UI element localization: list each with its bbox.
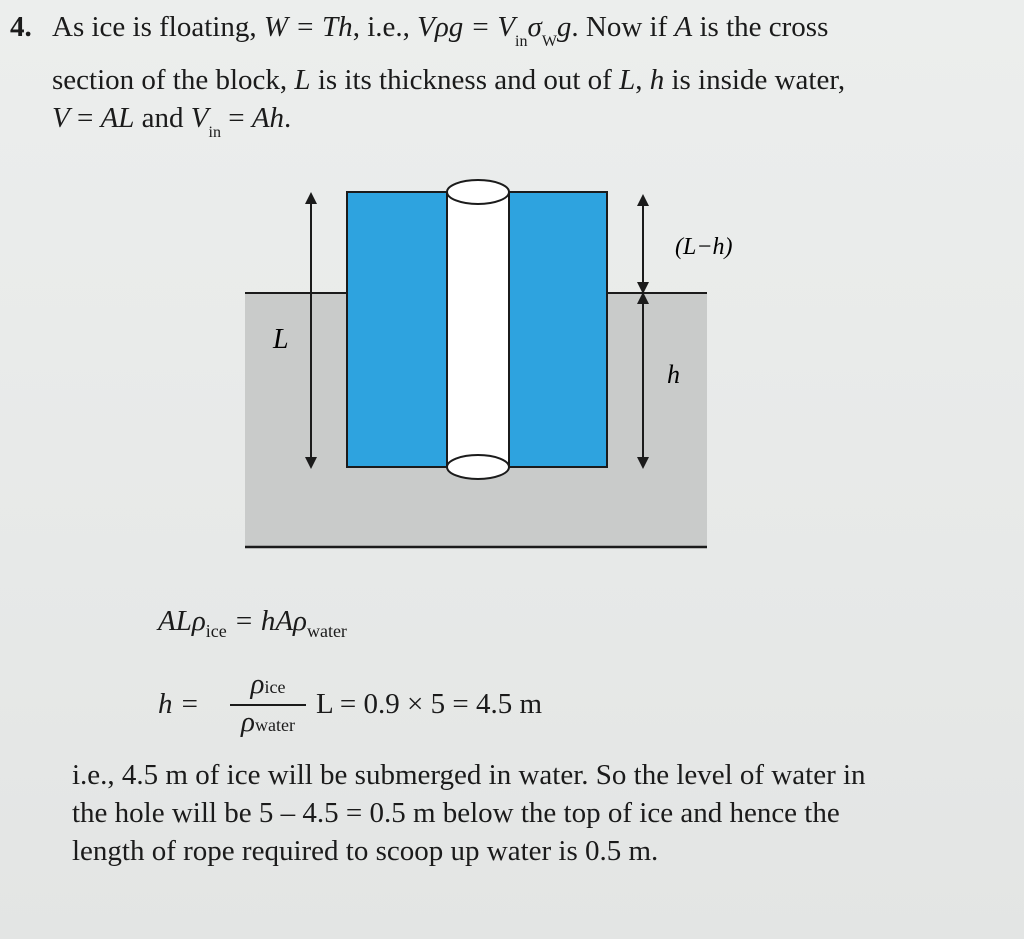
- hole: [447, 192, 509, 467]
- problem-line-1: [10, 8, 1000, 61]
- text: section of the block,: [52, 64, 295, 96]
- hole-bottom: [447, 455, 509, 479]
- text: is the cross: [692, 11, 829, 43]
- conclusion-line: the hole will be 5 – 4.5 = 0.5 m below the top of ice and hence the: [72, 797, 840, 829]
- eq2-rhs: L = 0.9 × 5 = 4.5 m: [316, 688, 543, 720]
- subscript: in: [208, 124, 221, 141]
- rho: ρ: [250, 668, 265, 700]
- text: .: [284, 102, 292, 134]
- conclusion-line: length of rope required to scoop up water is 0.5 m.: [72, 835, 659, 867]
- problem-number: 4.: [10, 11, 32, 43]
- var: h: [649, 64, 665, 96]
- label-L-minus-h: (L−h): [675, 234, 733, 260]
- equation-inline: W = Th: [263, 11, 353, 43]
- var: V: [52, 102, 70, 134]
- var: L: [619, 64, 636, 96]
- var: L: [294, 64, 311, 96]
- text: . Now if: [571, 11, 675, 43]
- text: , i.e.,: [352, 11, 418, 43]
- text: is its thickness and out of: [310, 64, 620, 96]
- text: ,: [635, 64, 650, 96]
- equation-inline: g: [556, 11, 572, 43]
- label-L: L: [273, 324, 289, 355]
- fraction-denominator: [228, 706, 308, 739]
- subscript: ice: [264, 677, 286, 697]
- var: V: [190, 102, 209, 134]
- density-fraction: [228, 668, 308, 739]
- floating-ice-diagram: [245, 178, 733, 558]
- eq2-lhs: [158, 688, 199, 721]
- subscript: in: [515, 33, 528, 50]
- text: =: [69, 102, 101, 134]
- text: is inside water,: [664, 64, 846, 96]
- hole-top: [447, 180, 509, 204]
- problem-line-3: [10, 99, 1000, 152]
- var: AL: [100, 102, 135, 134]
- text: and: [134, 102, 191, 134]
- label-h: h: [667, 360, 680, 389]
- text: h =: [158, 688, 200, 720]
- equation-2: [158, 668, 628, 748]
- text: =: [220, 102, 252, 134]
- conclusion-paragraph: [72, 756, 992, 870]
- eq1-lhs: ALρ: [158, 605, 206, 637]
- conclusion-line: i.e., 4.5 m of ice will be submerged in water. So the level of water in: [72, 759, 866, 791]
- problem-statement: [10, 8, 1000, 152]
- problem-line-2: [10, 61, 1000, 99]
- subscript: water: [254, 715, 295, 735]
- var: A: [674, 11, 693, 43]
- rho: ρ: [241, 706, 255, 738]
- eq1-rhs: = hAρ: [226, 605, 307, 637]
- equation-inline: Vρg = V: [417, 11, 516, 43]
- fraction-numerator: [228, 668, 308, 704]
- text: As ice is floating,: [52, 11, 264, 43]
- var: Ah: [251, 102, 285, 134]
- sigma-symbol: σ: [527, 11, 542, 43]
- subscript: water: [306, 620, 347, 641]
- subscript: ice: [205, 620, 227, 641]
- subscript: W: [541, 33, 557, 50]
- equation-1: [158, 605, 347, 642]
